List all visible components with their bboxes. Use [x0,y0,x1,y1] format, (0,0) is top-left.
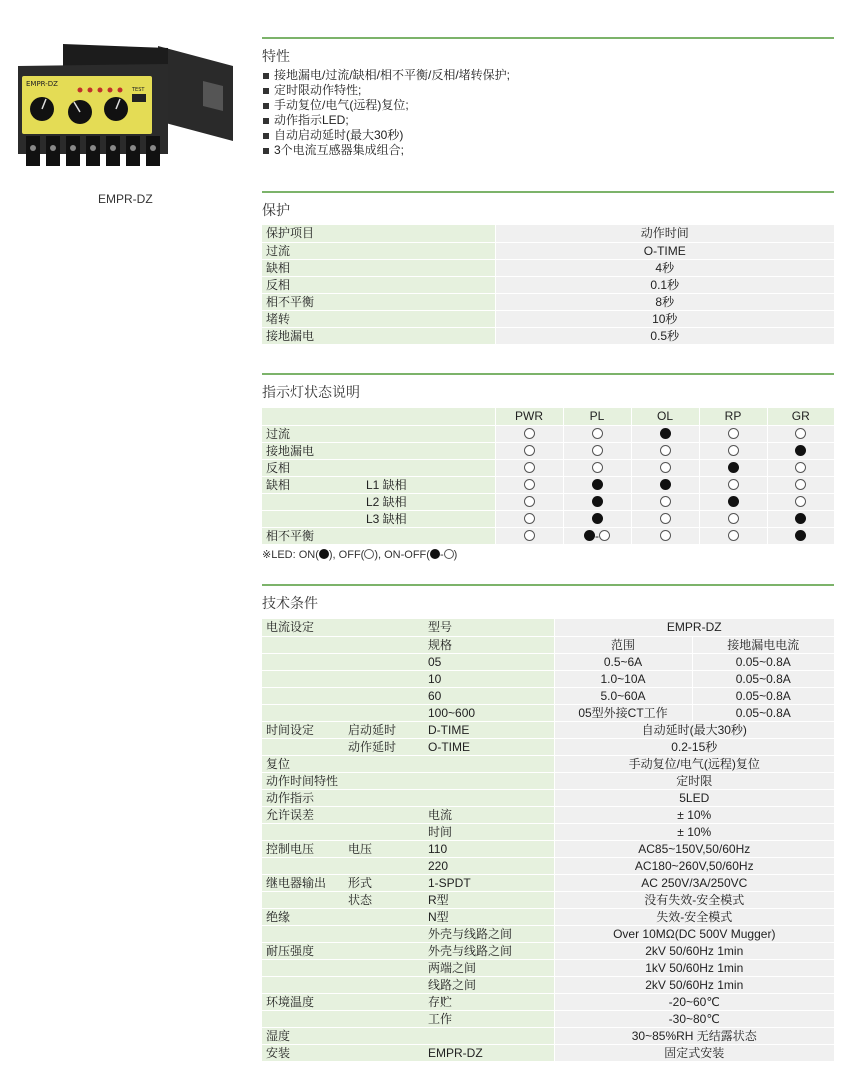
spec-label: 绝缘 [262,908,344,925]
led-row-label: 相不平衡 [262,527,362,544]
spec-value: 1.0~10A [554,670,692,687]
header-time: 动作时间 [495,225,834,242]
prot-time: 0.5秒 [495,327,834,344]
spec-value: 固定式安装 [554,1044,834,1061]
protection-table [262,225,834,345]
spec-value: AC 250V/3A/250VC [554,874,834,891]
off-dot-icon [364,549,374,559]
table-row [262,476,834,493]
table-row [262,1044,834,1061]
led-state-cell [767,510,834,527]
spec-blank [344,1010,424,1027]
table-row [262,891,834,908]
table-row [262,993,834,1010]
off-dot-icon [728,445,739,456]
spec-blank [262,857,344,874]
spec-label: 1-SPDT [424,874,554,891]
spec-blank [344,959,424,976]
spec-section [262,584,834,1062]
spec-label: 外壳与线路之间 [424,942,554,959]
spec-label: 控制电压 [262,840,344,857]
spec-label: 220 [424,857,554,874]
spec-label: 启动延时 [344,721,424,738]
spec-value: 定时限 [554,772,834,789]
led-state-cell [699,425,767,442]
feature-item: 动作指示LED; [262,113,834,128]
led-state-cell [495,459,563,476]
feature-item: 手动复位/电气(远程)复位; [262,98,834,113]
on-dot-icon [584,530,595,541]
prot-item: 反相 [262,276,495,293]
table-row [262,259,834,276]
led-state-cell [495,527,563,544]
off-dot-icon [728,530,739,541]
spec-blank [262,823,344,840]
prot-item: 接地漏电 [262,327,495,344]
spec-table [262,619,834,1062]
spec-blank [344,806,424,823]
spec-value: 5LED [554,789,834,806]
table-row [262,874,834,891]
off-dot-icon [660,496,671,507]
spec-blank [262,653,344,670]
led-col-gr: GR [767,408,834,425]
spec-blank [344,925,424,942]
off-dot-icon [795,428,806,439]
spec-value: 范围 [554,636,692,653]
section-divider [262,191,834,193]
spec-value: 05型外接CT工作 [554,704,692,721]
on-dot-icon [795,445,806,456]
spec-label: 时间设定 [262,721,344,738]
table-row [262,908,834,925]
prot-item: 堵转 [262,310,495,327]
spec-value: -20~60℃ [554,993,834,1010]
spec-value: EMPR-DZ [554,619,834,636]
table-row [262,493,834,510]
table-row [262,408,834,425]
off-dot-icon [728,513,739,524]
off-dot-icon [524,530,535,541]
led-state-cell [699,527,767,544]
spec-label: 复位 [262,755,554,772]
table-row [262,942,834,959]
led-col-pwr: PWR [495,408,563,425]
spec-label: 时间 [424,823,554,840]
prot-time: 4秒 [495,259,834,276]
off-dot-icon [795,496,806,507]
table-row [262,459,834,476]
spec-label: R型 [424,891,554,908]
led-state-cell [631,493,699,510]
feature-item: 自动启动延时(最大30秒) [262,128,834,143]
led-state-cell [563,493,631,510]
spec-title: 技术条件 [262,595,318,611]
spec-blank [344,619,424,636]
protection-title: 保护 [262,202,290,218]
spec-label: 两端之间 [424,959,554,976]
spec-value: 0.5~6A [554,653,692,670]
spec-blank [344,942,424,959]
spec-label: 型号 [424,619,554,636]
spec-blank [344,993,424,1010]
spec-blank [262,704,344,721]
spec-label: 05 [424,653,554,670]
off-dot-icon [524,462,535,473]
led-table [262,408,834,545]
on-dot-icon [319,549,329,559]
spec-blank [262,687,344,704]
on-dot-icon [592,496,603,507]
spec-blank [344,704,424,721]
spec-value: ± 10% [554,823,834,840]
on-dot-icon [795,530,806,541]
table-row [262,772,834,789]
prot-time: 8秒 [495,293,834,310]
spec-value: 手动复位/电气(远程)复位 [554,755,834,772]
table-row [262,653,834,670]
spec-label: 存贮 [424,993,554,1010]
led-state-cell [495,493,563,510]
led-row-label [262,493,362,510]
led-state-cell [631,527,699,544]
spec-blank [262,959,344,976]
spec-value: 5.0~60A [554,687,692,704]
spec-value: 1kV 50/60Hz 1min [554,959,834,976]
spec-label: 形式 [344,874,424,891]
spec-label: 电流 [424,806,554,823]
spec-blank [262,1010,344,1027]
led-state-cell [495,442,563,459]
prot-time: 0.1秒 [495,276,834,293]
off-dot-icon [524,479,535,490]
led-row-sublabel [362,459,495,476]
feature-item: 接地漏电/过流/缺相/相不平衡/反相/堵转保护; [262,68,834,83]
table-row [262,242,834,259]
led-state-cell [563,510,631,527]
section-divider [262,584,834,586]
spec-label: 规格 [424,636,554,653]
features-list [262,68,834,158]
led-state-cell [563,425,631,442]
led-state-cell [563,442,631,459]
legend-text: ), ON-OFF( [374,548,430,561]
prot-time: 10秒 [495,310,834,327]
protection-section [262,191,834,345]
led-state-cell [767,459,834,476]
legend-text: ※LED: ON( [262,548,319,561]
table-row [262,293,834,310]
on-dot-icon [660,479,671,490]
table-row [262,1010,834,1027]
spec-value: 失效-安全模式 [554,908,834,925]
spec-value: 0.2-15秒 [554,738,834,755]
spec-blank [344,823,424,840]
led-state-cell [563,459,631,476]
spec-blank [262,670,344,687]
on-dot-icon [728,496,739,507]
led-state-cell [495,476,563,493]
spec-value: AC85~150V,50/60Hz [554,840,834,857]
spec-value: -30~80℃ [554,1010,834,1027]
spec-label: EMPR-DZ [424,1044,554,1061]
led-state-cell [495,425,563,442]
spec-label: 10 [424,670,554,687]
table-row [262,527,834,544]
table-row [262,1027,834,1044]
off-dot-icon [795,479,806,490]
led-col-rp: RP [699,408,767,425]
table-row [262,425,834,442]
led-dash: - [595,528,599,543]
led-row-sublabel: L1 缺相 [362,476,495,493]
table-row [262,636,834,653]
table-row [262,925,834,942]
led-section [262,373,834,561]
table-row [262,976,834,993]
spec-blank [344,687,424,704]
spec-label: 动作指示 [262,789,554,806]
led-row-sublabel: L3 缺相 [362,510,495,527]
off-dot-icon [444,549,454,559]
product-caption: EMPR-DZ [98,192,153,206]
spec-value: 0.05~0.8A [692,670,834,687]
spec-value: 30~85%RH 无结露状态 [554,1027,834,1044]
off-dot-icon [660,513,671,524]
spec-label: 耐压强度 [262,942,344,959]
on-dot-icon [728,462,739,473]
spec-value: 0.05~0.8A [692,687,834,704]
spec-value: 2kV 50/60Hz 1min [554,976,834,993]
table-row [262,738,834,755]
off-dot-icon [660,530,671,541]
on-dot-icon [795,513,806,524]
product-photo [8,36,243,186]
table-row [262,704,834,721]
spec-label: 继电器输出 [262,874,344,891]
feature-item: 定时限动作特性; [262,83,834,98]
on-dot-icon [430,549,440,559]
off-dot-icon [524,496,535,507]
led-state-cell [767,476,834,493]
led-row-label: 缺相 [262,476,362,493]
off-dot-icon [524,513,535,524]
legend-text: ), OFF( [328,548,365,561]
table-row [262,687,834,704]
off-dot-icon [592,445,603,456]
section-divider [262,37,834,39]
led-row-label: 反相 [262,459,362,476]
spec-label: O-TIME [424,738,554,755]
off-dot-icon [660,445,671,456]
off-dot-icon [592,428,603,439]
led-legend [262,548,834,561]
spec-blank [344,636,424,653]
led-state-cell [563,527,631,544]
spec-label: 电压 [344,840,424,857]
features-section [262,37,834,158]
table-row [262,806,834,823]
spec-blank [262,925,344,942]
prot-time: O-TIME [495,242,834,259]
spec-blank [344,670,424,687]
off-dot-icon [599,530,610,541]
led-state-cell [631,442,699,459]
led-state-cell [631,459,699,476]
spec-label: 动作时间特性 [262,772,554,789]
on-dot-icon [660,428,671,439]
led-state-cell [563,476,631,493]
spec-label: 允许误差 [262,806,344,823]
table-row [262,510,834,527]
spec-label: 环境温度 [262,993,344,1010]
spec-label: 状态 [344,891,424,908]
led-state-cell [631,425,699,442]
spec-label: 湿度 [262,1027,554,1044]
spec-label: 动作延时 [344,738,424,755]
table-row [262,857,834,874]
feature-item: 3个电流互感器集成组合; [262,143,834,158]
led-row-label: 过流 [262,425,362,442]
table-row [262,310,834,327]
spec-label: N型 [424,908,554,925]
section-divider [262,373,834,375]
spec-blank [262,738,344,755]
off-dot-icon [524,445,535,456]
led-row-sublabel [362,425,495,442]
led-col-pl: PL [563,408,631,425]
led-state-cell [767,493,834,510]
table-row [262,823,834,840]
spec-value: 2kV 50/60Hz 1min [554,942,834,959]
features-title: 特性 [262,48,290,64]
spec-value: ± 10% [554,806,834,823]
led-state-cell [495,510,563,527]
table-row [262,721,834,738]
legend-text: - [439,548,444,561]
off-dot-icon [524,428,535,439]
spec-label: 电流设定 [262,619,344,636]
spec-blank [344,908,424,925]
prot-item: 相不平衡 [262,293,495,310]
led-title: 指示灯状态说明 [262,384,360,400]
led-row-label: 接地漏电 [262,442,362,459]
header-item: 保护项目 [262,225,495,242]
spec-blank [344,976,424,993]
table-row [262,670,834,687]
off-dot-icon [795,462,806,473]
spec-label: 100~600 [424,704,554,721]
led-row-sublabel [362,527,495,544]
spec-label: 外壳与线路之间 [424,925,554,942]
table-row [262,442,834,459]
spec-value: Over 10MΩ(DC 500V Mugger) [554,925,834,942]
spec-blank [262,976,344,993]
spec-blank [344,857,424,874]
spec-value: 0.05~0.8A [692,704,834,721]
led-header-blank [262,408,362,425]
device-label: EMPR-DZ [26,80,58,88]
led-header-blank [362,408,495,425]
spec-label: 工作 [424,1010,554,1027]
spec-blank [344,653,424,670]
prot-item: 过流 [262,242,495,259]
spec-value: AC180~260V,50/60Hz [554,857,834,874]
spec-label: 110 [424,840,554,857]
led-state-cell [699,493,767,510]
led-col-ol: OL [631,408,699,425]
led-state-cell [631,476,699,493]
spec-label: 线路之间 [424,976,554,993]
on-dot-icon [592,513,603,524]
led-row-label [262,510,362,527]
spec-value: 自动延时(最大30秒) [554,721,834,738]
off-dot-icon [728,479,739,490]
table-row [262,619,834,636]
on-dot-icon [592,479,603,490]
spec-blank [262,636,344,653]
led-state-cell [767,442,834,459]
spec-label: 60 [424,687,554,704]
prot-item: 缺相 [262,259,495,276]
led-state-cell [767,425,834,442]
legend-text: ) [453,548,458,561]
led-state-cell [767,527,834,544]
led-state-cell [699,476,767,493]
table-row [262,959,834,976]
spec-value: 接地漏电电流 [692,636,834,653]
table-row [262,789,834,806]
test-button-label: TEST [132,87,145,93]
led-state-cell [699,510,767,527]
led-row-sublabel [362,442,495,459]
off-dot-icon [660,462,671,473]
led-state-cell [631,510,699,527]
spec-blank [344,1044,424,1061]
table-row [262,840,834,857]
relay-illustration [8,36,243,186]
table-row [262,276,834,293]
led-state-cell [699,442,767,459]
led-state-cell [699,459,767,476]
table-row [262,327,834,344]
off-dot-icon [592,462,603,473]
table-row [262,225,834,242]
spec-value: 0.05~0.8A [692,653,834,670]
spec-value: 没有失效-安全模式 [554,891,834,908]
spec-label: 安装 [262,1044,344,1061]
table-row [262,755,834,772]
spec-label: D-TIME [424,721,554,738]
off-dot-icon [728,428,739,439]
spec-blank [262,891,344,908]
led-row-sublabel: L2 缺相 [362,493,495,510]
